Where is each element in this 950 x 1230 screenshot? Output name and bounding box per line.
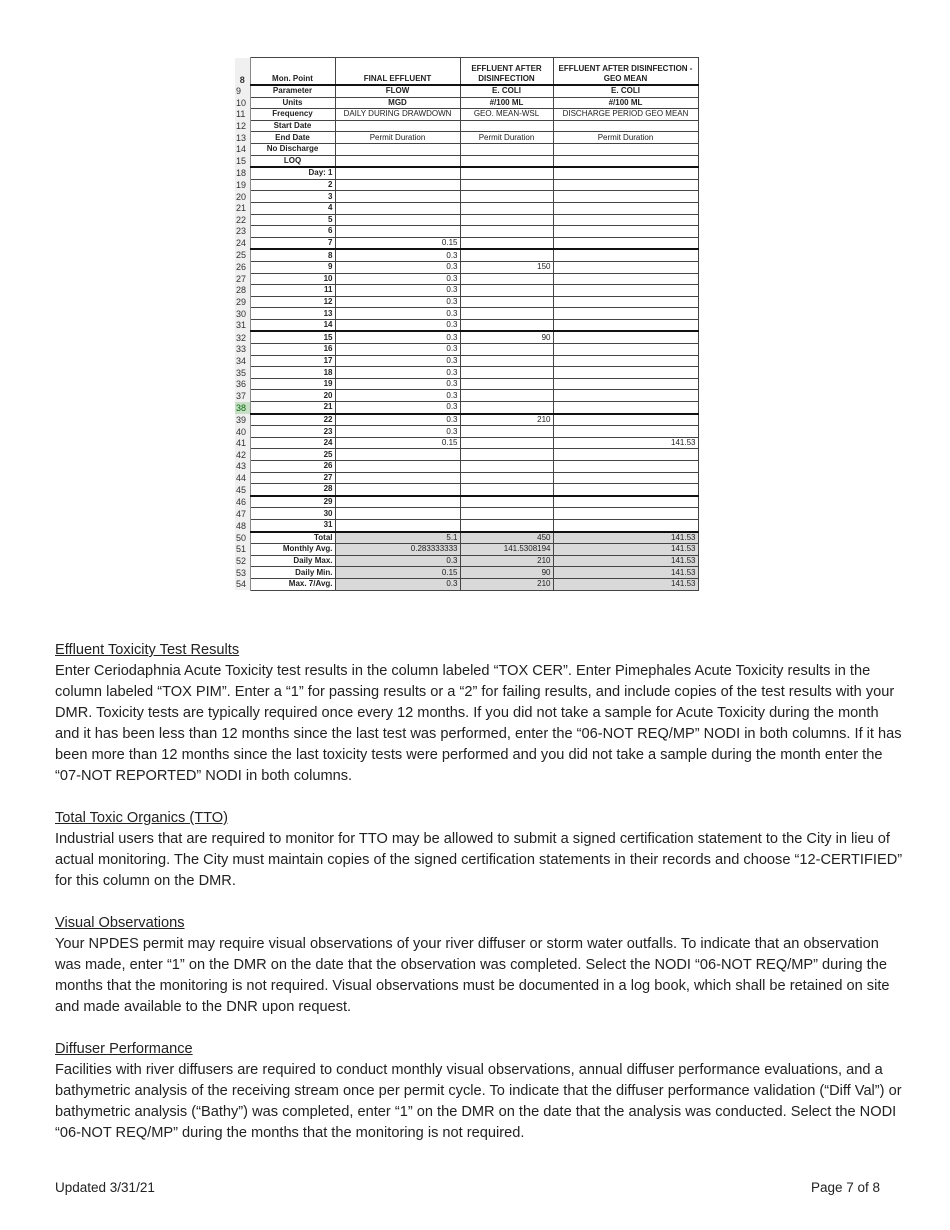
table-row bbox=[235, 85, 698, 97]
data-cell: 0.15 bbox=[335, 237, 460, 249]
row-number: 43 bbox=[235, 461, 250, 473]
day-label: 28 bbox=[250, 484, 335, 496]
data-cell: 0.3 bbox=[335, 344, 460, 356]
section-title: Effluent Toxicity Test Results bbox=[55, 642, 240, 658]
row-number: 53 bbox=[235, 567, 250, 579]
table-row bbox=[235, 155, 698, 167]
row-number: 21 bbox=[235, 202, 250, 214]
day-label: 4 bbox=[250, 202, 335, 214]
data-cell: 0.3 bbox=[335, 390, 460, 402]
row-number: 45 bbox=[235, 484, 250, 496]
data-cell bbox=[460, 461, 553, 473]
table-row bbox=[235, 544, 698, 556]
day-label: 11 bbox=[250, 285, 335, 297]
data-cell bbox=[335, 519, 460, 531]
meta-cell: MGD bbox=[335, 97, 460, 109]
data-cell bbox=[335, 191, 460, 203]
row-number: 30 bbox=[235, 308, 250, 320]
data-cell: 0.3 bbox=[335, 414, 460, 426]
meta-cell: Permit Duration bbox=[553, 132, 698, 144]
meta-cell: Permit Duration bbox=[335, 132, 460, 144]
table-row bbox=[235, 567, 698, 579]
day-label: 2 bbox=[250, 179, 335, 191]
table-row bbox=[235, 132, 698, 144]
data-cell: 0.3 bbox=[335, 426, 460, 438]
row-number: 28 bbox=[235, 285, 250, 297]
day-label: 30 bbox=[250, 508, 335, 520]
summary-cell: 210 bbox=[460, 555, 553, 567]
data-cell bbox=[460, 214, 553, 226]
day-label: 24 bbox=[250, 437, 335, 449]
page-number: Page 7 of 8 bbox=[810, 1180, 880, 1195]
data-cell bbox=[460, 378, 553, 390]
meta-cell: Permit Duration bbox=[460, 132, 553, 144]
data-cell: 0.3 bbox=[335, 273, 460, 285]
row-number: 38 bbox=[235, 402, 250, 414]
row-label: LOQ bbox=[250, 155, 335, 167]
section-title: Diffuser Performance bbox=[55, 1041, 193, 1057]
table-row bbox=[235, 402, 698, 414]
table-row bbox=[235, 273, 698, 285]
data-cell bbox=[460, 484, 553, 496]
meta-cell: FLOW bbox=[335, 85, 460, 97]
table-row bbox=[235, 390, 698, 402]
table-row bbox=[235, 378, 698, 390]
data-cell bbox=[460, 191, 553, 203]
data-cell bbox=[553, 273, 698, 285]
data-cell bbox=[460, 179, 553, 191]
meta-cell: #/100 ML bbox=[460, 97, 553, 109]
table-row bbox=[235, 120, 698, 132]
row-number: 14 bbox=[235, 143, 250, 155]
row-number: 52 bbox=[235, 555, 250, 567]
row-number: 26 bbox=[235, 261, 250, 273]
data-cell: 0.3 bbox=[335, 249, 460, 261]
table-row bbox=[235, 437, 698, 449]
day-label: 5 bbox=[250, 214, 335, 226]
data-cell bbox=[335, 496, 460, 508]
day-label: 10 bbox=[250, 273, 335, 285]
row-number: 54 bbox=[235, 578, 250, 590]
data-cell bbox=[335, 472, 460, 484]
day-label: 16 bbox=[250, 344, 335, 356]
data-cell bbox=[553, 285, 698, 297]
data-cell bbox=[460, 437, 553, 449]
row-number: 40 bbox=[235, 426, 250, 438]
row-label: Start Date bbox=[250, 120, 335, 132]
data-cell bbox=[553, 167, 698, 179]
table-row bbox=[235, 226, 698, 238]
row-number: 42 bbox=[235, 449, 250, 461]
data-cell bbox=[553, 426, 698, 438]
meta-cell bbox=[335, 120, 460, 132]
row-label: Mon. Point bbox=[250, 58, 335, 86]
row-number: 10 bbox=[235, 97, 250, 109]
meta-cell: DAILY DURING DRAWDOWN bbox=[335, 109, 460, 121]
table-row bbox=[235, 58, 698, 86]
data-cell bbox=[553, 296, 698, 308]
row-number: 46 bbox=[235, 496, 250, 508]
row-number: 37 bbox=[235, 390, 250, 402]
data-cell bbox=[335, 179, 460, 191]
day-label: 23 bbox=[250, 426, 335, 438]
section-body: Your NPDES permit may require visual observations of your river diffuser or storm water outfalls. To indicate that an observation was made, enter “1” on the DMR on the date that the observation was completed. Select the NODI “06-NOT REQ/MP” during the months that the monitoring is not required. Visual observations must be documented in a log book, which shall be retained on site and made available to the DNR upon request. bbox=[55, 936, 890, 1015]
data-cell bbox=[460, 519, 553, 531]
summary-cell: 90 bbox=[460, 567, 553, 579]
row-number: 11 bbox=[235, 109, 250, 121]
table-row bbox=[235, 472, 698, 484]
row-label: Frequency bbox=[250, 109, 335, 121]
data-cell: 0.3 bbox=[335, 296, 460, 308]
data-cell bbox=[335, 214, 460, 226]
row-number: 36 bbox=[235, 378, 250, 390]
data-cell bbox=[553, 237, 698, 249]
table-row bbox=[235, 109, 698, 121]
summary-cell: 0.3 bbox=[335, 578, 460, 590]
row-number: 19 bbox=[235, 179, 250, 191]
data-cell bbox=[460, 426, 553, 438]
data-cell: 90 bbox=[460, 331, 553, 343]
data-cell bbox=[460, 449, 553, 461]
data-cell bbox=[460, 508, 553, 520]
table-row bbox=[235, 449, 698, 461]
section-visual bbox=[55, 913, 905, 1018]
data-cell bbox=[460, 202, 553, 214]
row-number: 20 bbox=[235, 191, 250, 203]
summary-label: Max. 7/Avg. bbox=[250, 578, 335, 590]
data-cell bbox=[553, 484, 698, 496]
meta-cell bbox=[553, 143, 698, 155]
row-number: 8 bbox=[235, 58, 250, 86]
column-header: EFFLUENT AFTER DISINFECTION - GEO MEAN bbox=[553, 58, 698, 86]
data-cell bbox=[553, 191, 698, 203]
table-row bbox=[235, 214, 698, 226]
data-cell bbox=[460, 285, 553, 297]
row-label: Units bbox=[250, 97, 335, 109]
data-cell bbox=[460, 167, 553, 179]
data-cell bbox=[553, 390, 698, 402]
data-cell bbox=[553, 402, 698, 414]
row-number: 27 bbox=[235, 273, 250, 285]
data-cell bbox=[335, 508, 460, 520]
row-label: No Discharge bbox=[250, 143, 335, 155]
summary-cell: 0.15 bbox=[335, 567, 460, 579]
table-row bbox=[235, 331, 698, 343]
section-toxicity bbox=[55, 640, 905, 787]
data-cell bbox=[460, 344, 553, 356]
data-cell bbox=[553, 367, 698, 379]
row-number: 39 bbox=[235, 414, 250, 426]
table-row bbox=[235, 296, 698, 308]
day-label: 15 bbox=[250, 331, 335, 343]
column-header: EFFLUENT AFTER DISINFECTION bbox=[460, 58, 553, 86]
section-diffuser bbox=[55, 1039, 905, 1144]
updated-date: Updated 3/31/21 bbox=[55, 1180, 155, 1195]
summary-cell: 141.53 bbox=[553, 567, 698, 579]
data-cell: 0.3 bbox=[335, 355, 460, 367]
row-label: End Date bbox=[250, 132, 335, 144]
meta-cell: DISCHARGE PERIOD GEO MEAN bbox=[553, 109, 698, 121]
day-label: 8 bbox=[250, 249, 335, 261]
table-row bbox=[235, 308, 698, 320]
data-cell bbox=[460, 237, 553, 249]
dmr-table bbox=[235, 57, 699, 591]
section-body: Enter Ceriodaphnia Acute Toxicity test results in the column labeled “TOX CER”. Enter Pimephales Acute Toxicity results in the column labeled “TOX PIM”. Enter a “1” for passing results or a “2” for failing results, and include copies of the test results with your DMR. Toxicity tests are typically required once every 12 months. If you did not take a sample for Acute Toxicity during the month and it has been less than 12 months since the last test was performed, enter the “06-NOT REQ/MP” NODI in both columns. If it has been more than 12 months since the last toxicity tests were performed and you did not take a sample during the month enter the “07-NOT REPORTED” NODI in both columns. bbox=[55, 663, 902, 784]
table-row bbox=[235, 344, 698, 356]
data-cell: 0.3 bbox=[335, 331, 460, 343]
summary-cell: 141.53 bbox=[553, 578, 698, 590]
table-row bbox=[235, 461, 698, 473]
row-number: 31 bbox=[235, 319, 250, 331]
table-row bbox=[235, 179, 698, 191]
row-number: 44 bbox=[235, 472, 250, 484]
day-label: Day: 1 bbox=[250, 167, 335, 179]
row-number: 47 bbox=[235, 508, 250, 520]
meta-cell bbox=[335, 155, 460, 167]
summary-cell: 141.53 bbox=[553, 532, 698, 544]
data-cell bbox=[553, 226, 698, 238]
day-label: 18 bbox=[250, 367, 335, 379]
summary-cell: 0.3 bbox=[335, 555, 460, 567]
data-cell bbox=[460, 367, 553, 379]
row-number: 48 bbox=[235, 519, 250, 531]
section-body: Facilities with river diffusers are required to conduct monthly visual observations, annual diffuser performance evaluations, and a bathymetric analysis of the receiving stream once per permit cycle. To indicate that the diffuser performance validation (“Diff Val”) or bathymetric analysis (“Bathy”) was completed, enter “1” on the DMR on the date that the analysis was conducted. Select the NODI “06-NOT REQ/MP” during the months that the monitoring is not required. bbox=[55, 1062, 902, 1141]
table-row bbox=[235, 508, 698, 520]
data-cell bbox=[553, 214, 698, 226]
summary-cell: 450 bbox=[460, 532, 553, 544]
summary-label: Daily Min. bbox=[250, 567, 335, 579]
day-label: 27 bbox=[250, 472, 335, 484]
row-number: 24 bbox=[235, 237, 250, 249]
day-label: 14 bbox=[250, 319, 335, 331]
data-cell bbox=[553, 179, 698, 191]
data-cell bbox=[460, 226, 553, 238]
data-cell bbox=[335, 202, 460, 214]
row-number: 13 bbox=[235, 132, 250, 144]
data-cell bbox=[553, 449, 698, 461]
day-label: 22 bbox=[250, 414, 335, 426]
data-cell bbox=[553, 496, 698, 508]
data-cell bbox=[553, 461, 698, 473]
data-cell bbox=[553, 202, 698, 214]
summary-cell: 141.5308194 bbox=[460, 544, 553, 556]
row-number: 35 bbox=[235, 367, 250, 379]
table-row bbox=[235, 532, 698, 544]
table-row bbox=[235, 367, 698, 379]
data-cell: 0.3 bbox=[335, 261, 460, 273]
data-cell bbox=[335, 167, 460, 179]
table-row bbox=[235, 355, 698, 367]
meta-cell bbox=[553, 120, 698, 132]
table-row bbox=[235, 319, 698, 331]
row-number: 34 bbox=[235, 355, 250, 367]
data-cell bbox=[553, 508, 698, 520]
column-header: FINAL EFFLUENT bbox=[335, 58, 460, 86]
row-number: 41 bbox=[235, 437, 250, 449]
meta-cell bbox=[460, 143, 553, 155]
data-cell: 0.3 bbox=[335, 378, 460, 390]
day-label: 21 bbox=[250, 402, 335, 414]
summary-cell: 141.53 bbox=[553, 555, 698, 567]
data-cell bbox=[460, 402, 553, 414]
row-number: 15 bbox=[235, 155, 250, 167]
row-number: 12 bbox=[235, 120, 250, 132]
day-label: 3 bbox=[250, 191, 335, 203]
row-number: 22 bbox=[235, 214, 250, 226]
data-cell bbox=[335, 484, 460, 496]
data-cell bbox=[460, 390, 553, 402]
data-cell bbox=[460, 249, 553, 261]
data-cell bbox=[553, 472, 698, 484]
row-number: 33 bbox=[235, 344, 250, 356]
summary-cell: 5.1 bbox=[335, 532, 460, 544]
section-title: Total Toxic Organics (TTO) bbox=[55, 810, 229, 826]
row-number: 50 bbox=[235, 532, 250, 544]
data-cell: 0.3 bbox=[335, 319, 460, 331]
row-number: 51 bbox=[235, 544, 250, 556]
row-number: 29 bbox=[235, 296, 250, 308]
row-number: 9 bbox=[235, 85, 250, 97]
table-row bbox=[235, 285, 698, 297]
data-cell bbox=[460, 319, 553, 331]
data-cell bbox=[460, 355, 553, 367]
meta-cell bbox=[553, 155, 698, 167]
data-cell bbox=[553, 355, 698, 367]
row-number: 32 bbox=[235, 331, 250, 343]
table-row bbox=[235, 191, 698, 203]
day-label: 20 bbox=[250, 390, 335, 402]
summary-label: Monthly Avg. bbox=[250, 544, 335, 556]
data-cell bbox=[335, 449, 460, 461]
row-number: 25 bbox=[235, 249, 250, 261]
meta-cell: E. COLI bbox=[460, 85, 553, 97]
table-row bbox=[235, 484, 698, 496]
day-label: 13 bbox=[250, 308, 335, 320]
spreadsheet-image bbox=[235, 57, 698, 591]
data-cell: 210 bbox=[460, 414, 553, 426]
table-row bbox=[235, 143, 698, 155]
data-cell bbox=[553, 331, 698, 343]
data-cell bbox=[460, 472, 553, 484]
table-row bbox=[235, 237, 698, 249]
data-cell: 0.3 bbox=[335, 308, 460, 320]
summary-label: Total bbox=[250, 532, 335, 544]
table-row bbox=[235, 97, 698, 109]
data-cell bbox=[335, 226, 460, 238]
day-label: 12 bbox=[250, 296, 335, 308]
day-label: 6 bbox=[250, 226, 335, 238]
table-row bbox=[235, 426, 698, 438]
day-label: 31 bbox=[250, 519, 335, 531]
table-row bbox=[235, 519, 698, 531]
instructions bbox=[55, 640, 905, 1144]
data-cell: 0.3 bbox=[335, 367, 460, 379]
data-cell: 0.3 bbox=[335, 402, 460, 414]
day-label: 25 bbox=[250, 449, 335, 461]
data-cell bbox=[553, 319, 698, 331]
section-title: Visual Observations bbox=[55, 915, 185, 931]
row-number: 23 bbox=[235, 226, 250, 238]
data-cell bbox=[335, 461, 460, 473]
data-cell bbox=[553, 378, 698, 390]
meta-cell: GEO. MEAN-WSL bbox=[460, 109, 553, 121]
data-cell: 0.3 bbox=[335, 285, 460, 297]
summary-label: Daily Max. bbox=[250, 555, 335, 567]
table-row bbox=[235, 414, 698, 426]
day-label: 9 bbox=[250, 261, 335, 273]
day-label: 19 bbox=[250, 378, 335, 390]
data-cell: 0.15 bbox=[335, 437, 460, 449]
table-row bbox=[235, 555, 698, 567]
data-cell bbox=[460, 273, 553, 285]
table-row bbox=[235, 167, 698, 179]
row-label: Parameter bbox=[250, 85, 335, 97]
meta-cell bbox=[335, 143, 460, 155]
data-cell bbox=[553, 249, 698, 261]
meta-cell bbox=[460, 120, 553, 132]
data-cell: 141.53 bbox=[553, 437, 698, 449]
section-tto bbox=[55, 808, 905, 892]
section-body: Industrial users that are required to monitor for TTO may be allowed to submit a signed certification statement to the City in lieu of actual monitoring. The City must maintain copies of the signed certification statements in their records and choose “12-CERTIFIED” for this column on the DMR. bbox=[55, 831, 903, 889]
data-cell: 150 bbox=[460, 261, 553, 273]
meta-cell bbox=[460, 155, 553, 167]
day-label: 17 bbox=[250, 355, 335, 367]
data-cell bbox=[460, 296, 553, 308]
table-row bbox=[235, 249, 698, 261]
row-number: 18 bbox=[235, 167, 250, 179]
summary-cell: 0.283333333 bbox=[335, 544, 460, 556]
data-cell bbox=[553, 519, 698, 531]
day-label: 26 bbox=[250, 461, 335, 473]
data-cell bbox=[553, 261, 698, 273]
table-row bbox=[235, 496, 698, 508]
day-label: 7 bbox=[250, 237, 335, 249]
summary-cell: 141.53 bbox=[553, 544, 698, 556]
day-label: 29 bbox=[250, 496, 335, 508]
table-row bbox=[235, 261, 698, 273]
meta-cell: #/100 ML bbox=[553, 97, 698, 109]
data-cell bbox=[553, 308, 698, 320]
table-row bbox=[235, 202, 698, 214]
data-cell bbox=[553, 344, 698, 356]
summary-cell: 210 bbox=[460, 578, 553, 590]
data-cell bbox=[553, 414, 698, 426]
data-cell bbox=[460, 496, 553, 508]
meta-cell: E. COLI bbox=[553, 85, 698, 97]
table-row bbox=[235, 578, 698, 590]
data-cell bbox=[460, 308, 553, 320]
